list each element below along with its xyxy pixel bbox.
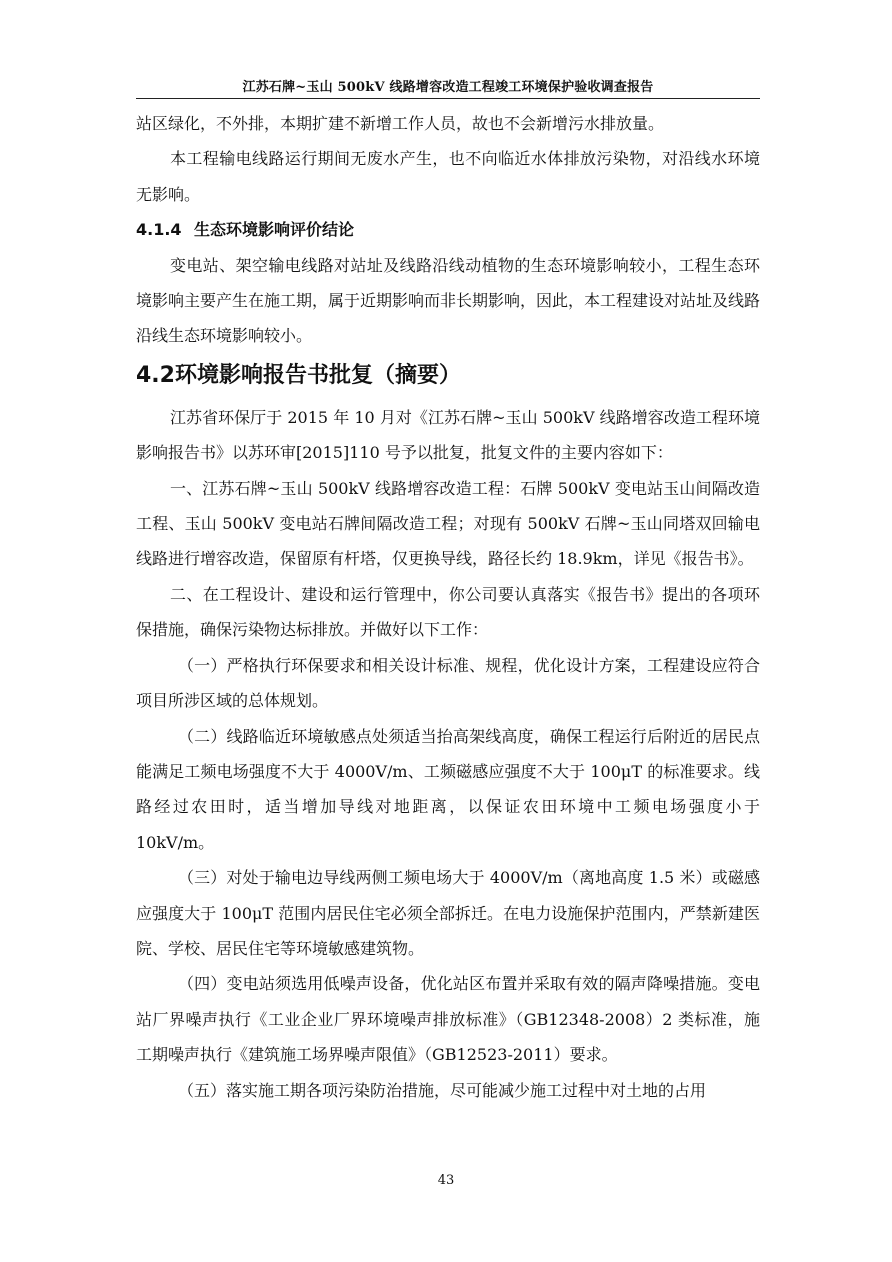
- paragraph-wastewater: 本工程输电线路运行期间无废水产生，也不向临近水体排放污染物，对沿线水环境无影响。: [136, 149, 760, 204]
- running-header: 江苏石牌~玉山 500kV 线路增容改造工程竣工环境保护验收调查报告: [242, 80, 654, 95]
- paragraph-subitem-5: （五）落实施工期各项污染防治措施，尽可能减少施工过程中对土地的占用: [178, 1080, 707, 1100]
- paragraph-subitem-4: （四）变电站须选用低噪声设备，优化站区布置并采取有效的隔声降噪措施。变电站厂界噪声执行《工业企业厂界环境噪声排放标准》（GB12348-2008）2 类标准，施工期噪声执行《建筑施工场界噪声限值》（GB12523-2011）要求。: [136, 974, 760, 1065]
- page-body: [136, 106, 760, 1108]
- paragraph-subitem-3: （三）对处于输电边导线两侧工频电场大于 4000V/m（离地高度 1.5 米）或磁感应强度大于 100μT 范围内居民住宅必须全部拆迁。在电力设施保护范围内，严禁新建医院、学校、居民住宅等环境敏感建筑物。: [136, 868, 760, 958]
- paragraph-ecology: 变电站、架空输电线路对站址及线路沿线动植物的生态环境影响较小，工程生态环境影响主要产生在施工期，属于近期影响而非长期影响，因此，本工程建设对站址及线路沿线生态环境影响较小。: [136, 255, 761, 346]
- paragraph-approval-intro: 江苏省环保厅于 2015 年 10 月对《江苏石牌~玉山 500kV 线路增容改造工程环境影响报告书》以苏环审[2015]110 号予以批复，批复文件的主要内容如下：: [136, 407, 760, 463]
- section-title: 生态环境影响评价结论: [194, 220, 355, 240]
- section-heading-4-2: 4.2环境影响报告书批复（摘要）: [136, 362, 461, 388]
- paragraph-continued: 站区绿化，不外排，本期扩建不新增工作人员，故也不会新增污水排放量。: [136, 114, 665, 133]
- paragraph-item-1: 一、江苏石牌~玉山 500kV 线路增容改造工程：石牌 500kV 变电站玉山间隔改造工程、玉山 500kV 变电站石牌间隔改造工程；对现有 500kV 石牌~玉山同塔双回输电线路进行增容改造，保留原有杆塔，仅更换导线，路径长约 18.9km，详见《报告书》。: [136, 478, 760, 569]
- page-number: 43: [437, 1173, 455, 1188]
- paragraph-item-2: 二、在工程设计、建设和运行管理中，你公司要认真落实《报告书》提出的各项环保措施，确保污染物达标排放。并做好以下工作：: [136, 584, 760, 640]
- paragraph-subitem-2: （二）线路临近环境敏感点处须适当抬高架线高度，确保工程运行后附近的居民点能满足工频电场强度不大于 4000V/m、工频磁感应强度不大于 100μT 的标准要求。线路经过农田时，适当增加导线对地距离，以保证农田环境中工频电场强度小于 10kV/m。: [136, 726, 760, 852]
- paragraph-subitem-1: （一）严格执行环保要求和相关设计标准、规程，优化设计方案，工程建设应符合项目所涉区域的总体规划。: [136, 655, 760, 711]
- header-rule: [136, 98, 760, 99]
- section-heading-4-1-4: [136, 212, 760, 247]
- section-number: 4.1.4: [136, 220, 182, 240]
